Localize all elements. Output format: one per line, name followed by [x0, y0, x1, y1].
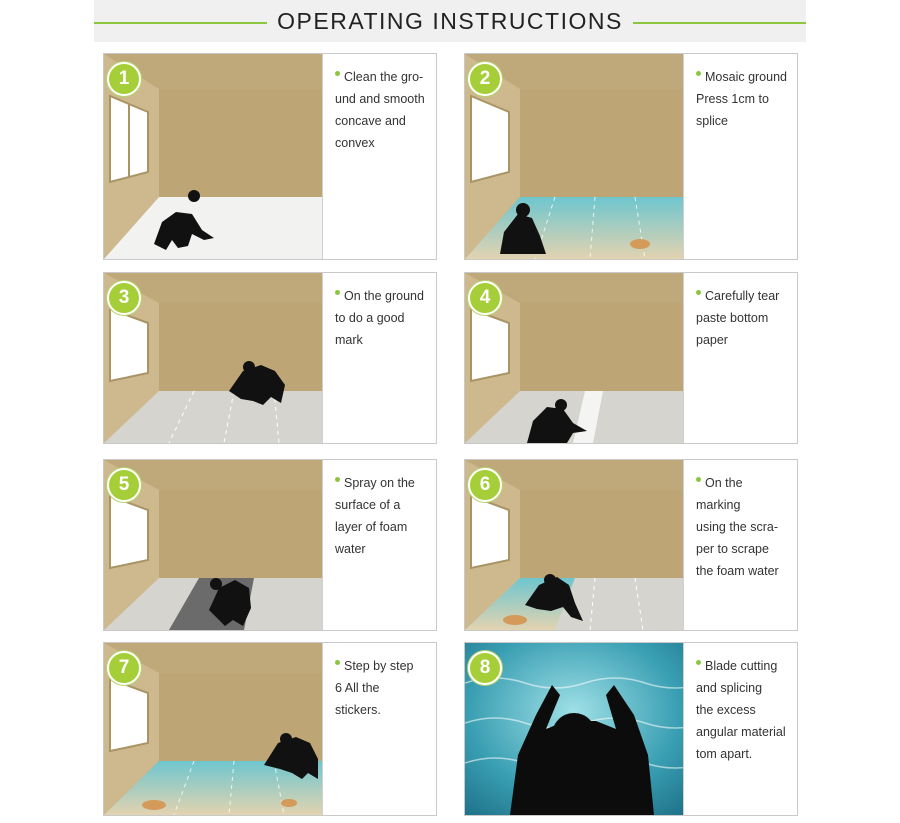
header-divider-right — [628, 22, 806, 24]
step-7-description: Step by step 6 All the stickers. — [335, 659, 414, 717]
step-1-description: Clean the gro- und and smooth concave and convex — [335, 70, 425, 150]
step-number-badge: 5 — [107, 468, 141, 502]
step-number-badge: 7 — [107, 651, 141, 685]
bullet-icon — [335, 71, 340, 76]
header-banner — [94, 0, 806, 42]
step-number-badge: 4 — [468, 281, 502, 315]
bullet-icon — [335, 660, 340, 665]
step-5-card — [103, 459, 437, 631]
step-6-description: On the marking using the scra- per to scrape the foam water — [696, 476, 779, 578]
step-4-card — [464, 272, 798, 444]
step-5-description: Spray on the surface of a layer of foam water — [335, 476, 415, 556]
step-2-description: Mosaic ground Press 1cm to splice — [696, 70, 787, 128]
bullet-icon — [696, 290, 701, 295]
step-number-badge: 1 — [107, 62, 141, 96]
step-8-card — [464, 642, 798, 816]
bullet-icon — [696, 71, 701, 76]
step-7-card — [103, 642, 437, 816]
step-3-description: On the ground to do a good mark — [335, 289, 424, 347]
step-5-text-panel — [322, 460, 436, 630]
step-6-card — [464, 459, 798, 631]
step-2-card — [464, 53, 798, 260]
header-divider-left — [94, 22, 272, 24]
step-number-badge: 8 — [468, 651, 502, 685]
step-3-text-panel — [322, 273, 436, 443]
step-4-text-panel — [683, 273, 797, 443]
step-3-card — [103, 272, 437, 444]
step-4-description: Carefully tear paste bottom paper — [696, 289, 780, 347]
bullet-icon — [335, 477, 340, 482]
bullet-icon — [696, 477, 701, 482]
step-number-badge: 6 — [468, 468, 502, 502]
step-1-text-panel — [322, 54, 436, 259]
step-2-text-panel — [683, 54, 797, 259]
bullet-icon — [335, 290, 340, 295]
bullet-icon — [696, 660, 701, 665]
step-number-badge: 3 — [107, 281, 141, 315]
step-8-description: Blade cutting and splicing the excess angular material tom apart. — [696, 659, 786, 761]
step-7-text-panel — [322, 643, 436, 815]
step-1-card — [103, 53, 437, 260]
step-number-badge: 2 — [468, 62, 502, 96]
step-8-text-panel — [683, 643, 797, 815]
page-title: OPERATING INSTRUCTIONS — [267, 8, 633, 35]
step-6-text-panel — [683, 460, 797, 630]
